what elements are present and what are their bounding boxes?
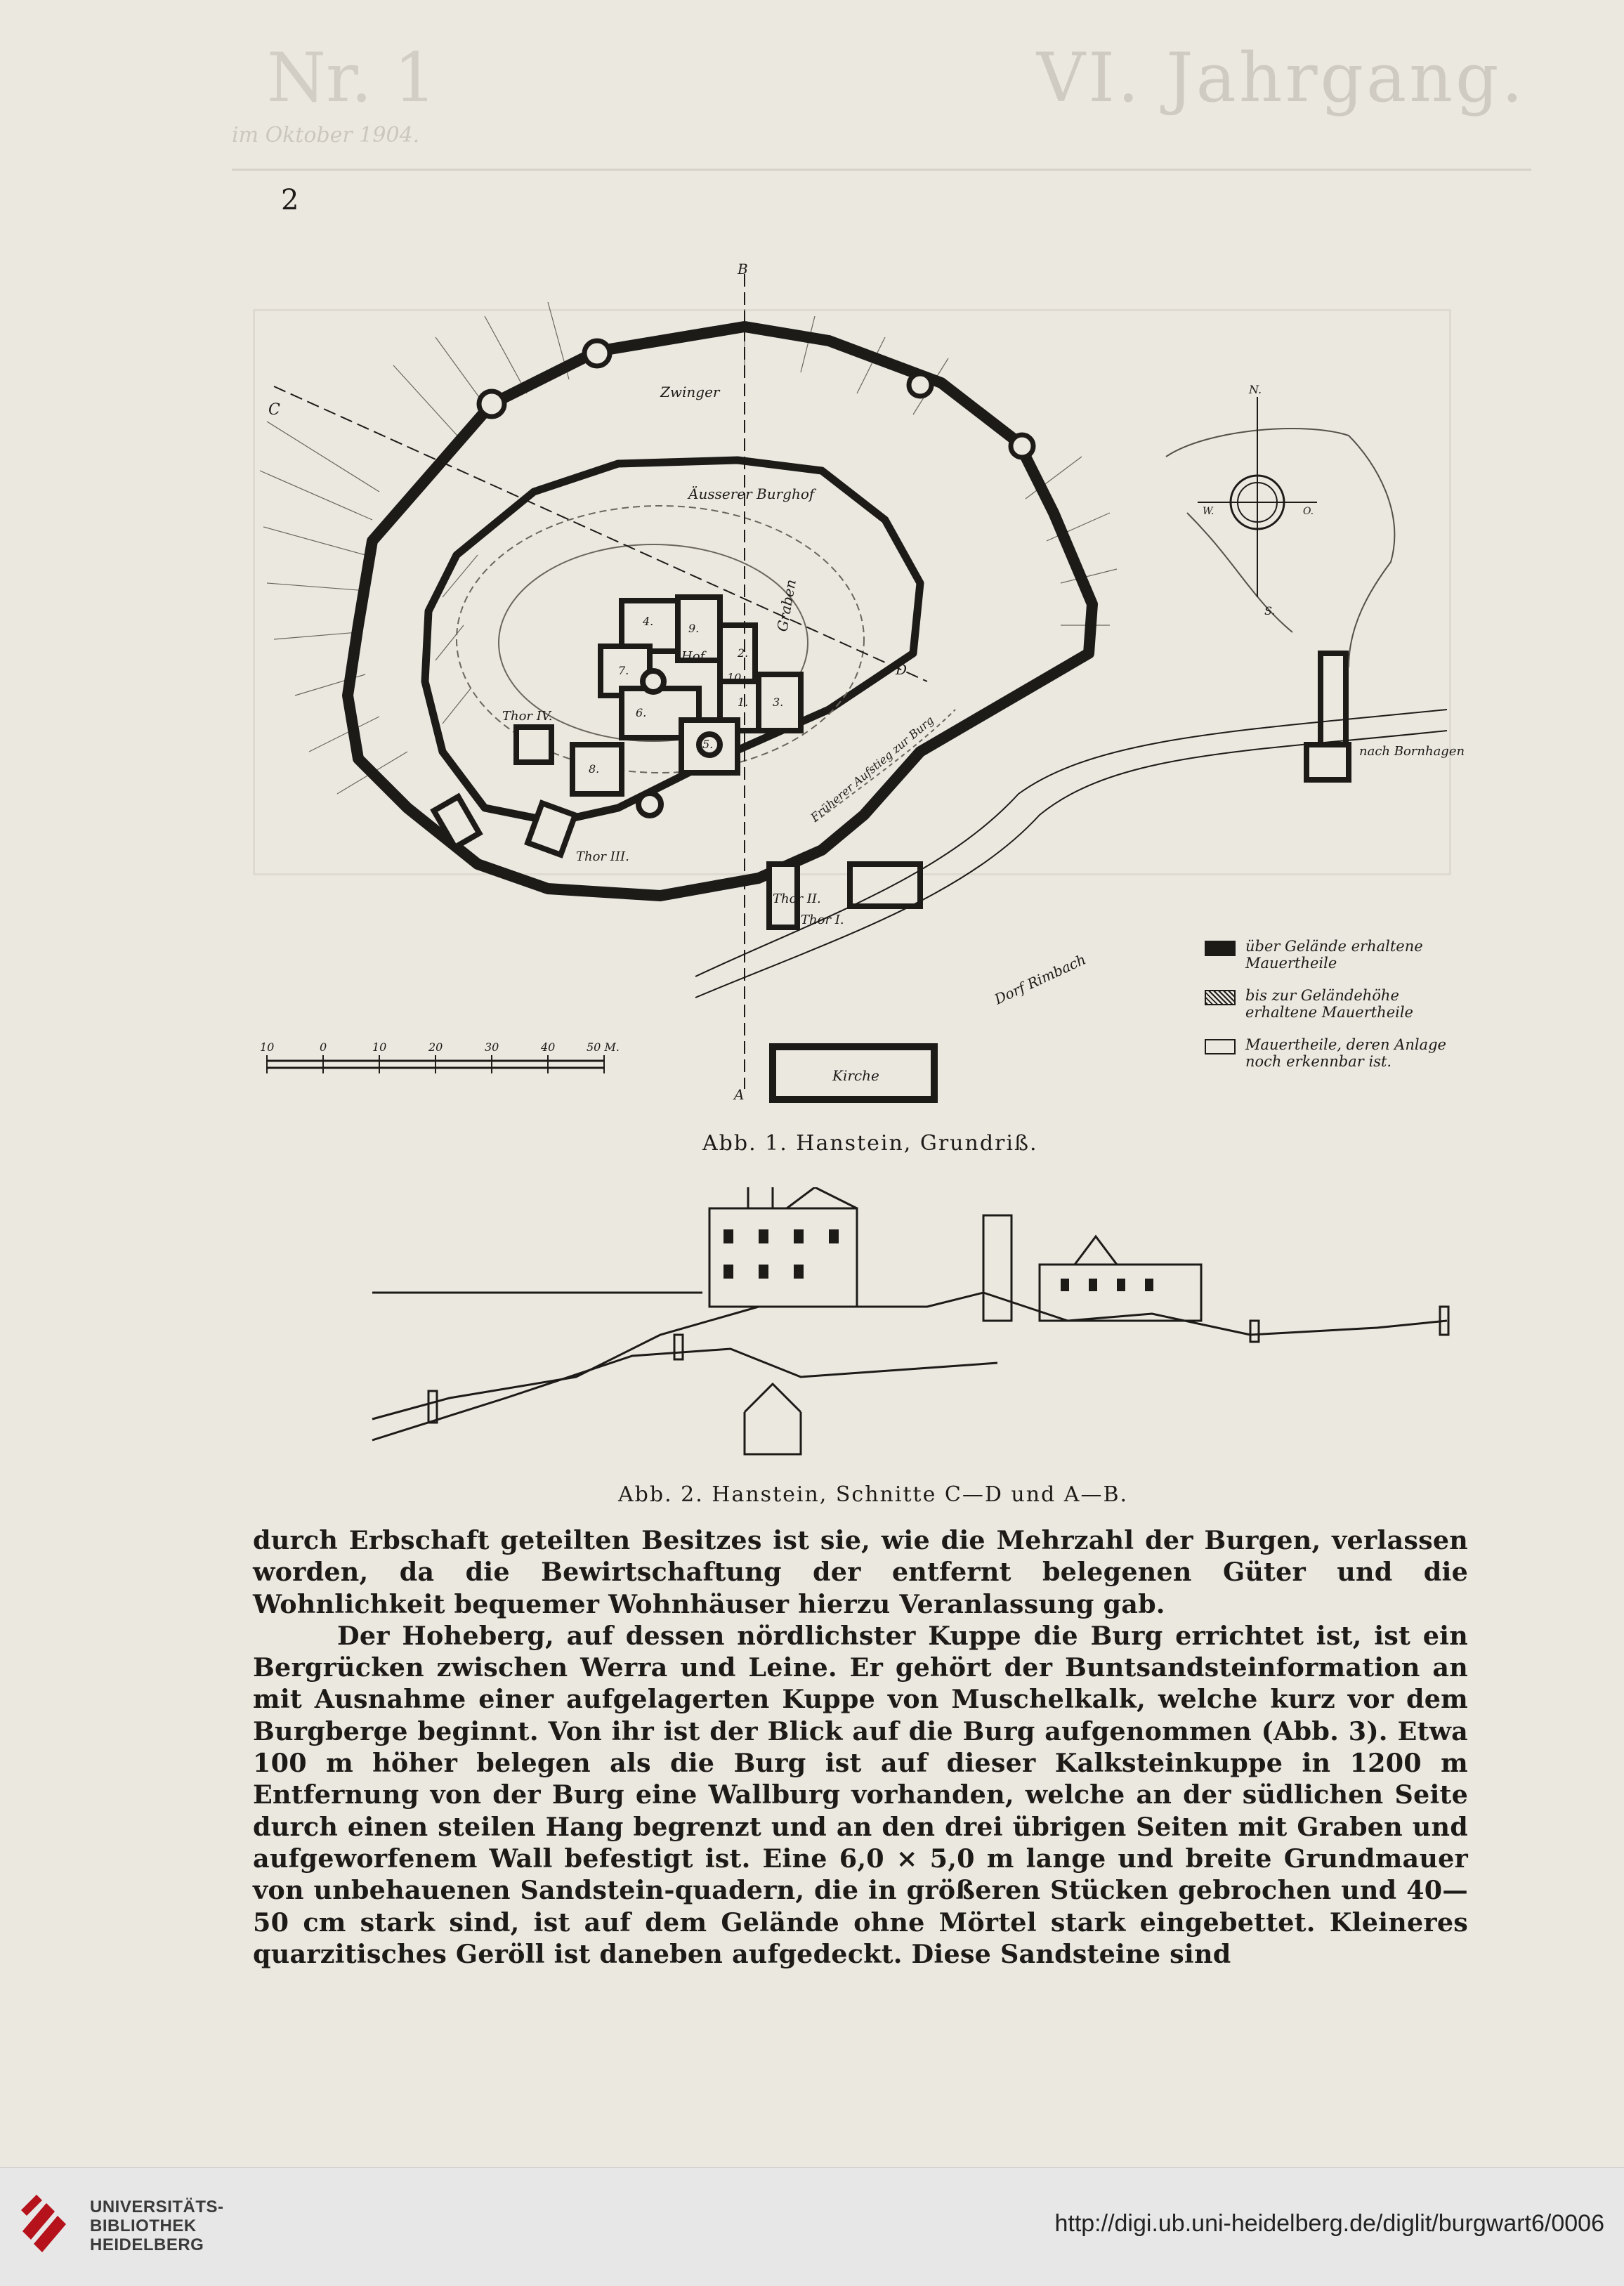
label-zwinger: Zwinger bbox=[660, 384, 720, 400]
legend-row-recognizable bbox=[1205, 1036, 1472, 1070]
body-paragraph-2: Der Hoheberg, auf dessen nördlichster Kuppe die Burg errichtet ist, ist ein Bergrücken zwischen Werra und Leine. Er gehört der Buntsandsteinformation an mit Ausnahme einer aufgelagerten Kuppe von Muschelkalk, welche kurz vor dem Burgberge beginnt. Von ihr ist der Blick auf die Burg aufgenommen (Abb. 3). Etwa 100 m höher belegen als die Burg ist auf dieser Kalksteinkuppe in 1200 m Entfernung von der Burg eine Wallburg vorhanden, welche an der südlichen Seite durch einen steilen Hang begrenzt und an den drei übrigen Seiten mit Graben und aufgeworfenem Wall befestigt ist. Eine 6,0 × 5,0 m lange und breite Grundmauer von unbehauenen Sandstein-quadern, die in größeren Stücken gebrochen und 40—50 cm stark sind, ist auf dem Gelände ohne Mörtel stark eingebettet. Kleineres quarzitisches Geröll ist daneben aufgedeckt. Diese Sandsteine sind bbox=[253, 1620, 1468, 1969]
label-room-6: 6. bbox=[636, 706, 647, 719]
label-compass-o: O. bbox=[1303, 506, 1314, 517]
legend-text-recognizable: Mauertheile, deren Anlage noch erkennbar ist. bbox=[1245, 1036, 1446, 1070]
label-tor-4: Thor IV. bbox=[502, 709, 553, 724]
label-room-8: 8. bbox=[589, 762, 600, 776]
scale-bar bbox=[267, 1055, 604, 1073]
label-mark-a: A bbox=[734, 1086, 745, 1103]
permalink-url[interactable]: http://digi.ub.uni-heidelberg.de/diglit/burgwart6/0006 bbox=[1054, 2210, 1604, 2237]
label-compass-n: N. bbox=[1249, 383, 1262, 396]
figure-2-caption: Abb. 2. Hanstein, Schnitte C—D und A—B. bbox=[618, 1482, 1129, 1507]
scale-label-6: 50 M. bbox=[587, 1040, 620, 1054]
legend-swatch-hatched bbox=[1205, 990, 1236, 1005]
viewer-footer bbox=[0, 2167, 1624, 2286]
label-tor-2: Thor II. bbox=[773, 891, 821, 906]
legend-swatch-empty bbox=[1205, 1039, 1236, 1054]
label-mark-d: D bbox=[896, 661, 908, 678]
label-compass-s: S. bbox=[1264, 604, 1276, 618]
legend-swatch-solid bbox=[1205, 941, 1236, 956]
compass-rose bbox=[1198, 397, 1317, 597]
section-ab-tower bbox=[983, 1215, 1011, 1321]
wall-towers bbox=[479, 341, 1033, 457]
label-room-10: 10. bbox=[727, 671, 745, 684]
label-room-3: 3. bbox=[773, 695, 784, 709]
core-buildings bbox=[516, 597, 801, 816]
library-name-line-1: UNIVERSITÄTS- bbox=[90, 2197, 224, 2216]
figure-1-caption: Abb. 1. Hanstein, Grundriß. bbox=[702, 1131, 1038, 1156]
label-room-7: 7. bbox=[618, 664, 629, 677]
label-room-4: 4. bbox=[643, 615, 654, 628]
label-mark-c: C bbox=[268, 401, 280, 419]
legend-row-ground-level bbox=[1205, 987, 1472, 1021]
legend-row-above-ground bbox=[1205, 938, 1472, 972]
label-tor-1: Thor I. bbox=[801, 913, 844, 927]
section-windows bbox=[723, 1229, 1153, 1291]
section-cd-pillar-2 bbox=[674, 1335, 683, 1359]
label-moat: Graben bbox=[773, 577, 799, 633]
scale-label-2: 10 bbox=[372, 1040, 387, 1054]
library-name-line-3: HEIDELBERG bbox=[90, 2235, 204, 2254]
library-logo-icon bbox=[15, 2189, 80, 2259]
section-ab-building bbox=[1040, 1265, 1201, 1321]
label-church: Kirche bbox=[832, 1067, 879, 1084]
label-to-bornhagen: nach Bornhagen bbox=[1359, 744, 1465, 759]
bleed-through-volume-title: VI. Jahrgang. bbox=[1036, 39, 1526, 117]
section-profiles-figure bbox=[365, 1187, 1461, 1468]
label-room-1: 1. bbox=[738, 695, 749, 709]
page-number: 2 bbox=[281, 184, 299, 216]
label-court: Hof bbox=[681, 649, 705, 664]
section-cd-pillar-1 bbox=[428, 1391, 437, 1423]
body-paragraph-1: durch Erbschaft geteilten Besitzes ist sie, wie die Mehrzahl der Burgen, verlassen worden, da die Bewirtschaftung der entfernt belegenen Güter und die Wohnlichkeit bequemer Wohnhäuser hierzu Veranlassung gab. bbox=[253, 1525, 1468, 1619]
legend-text-ground-level: bis zur Geländehöhe erhaltene Mauertheile bbox=[1245, 987, 1413, 1021]
plan-legend bbox=[1205, 938, 1472, 1085]
label-room-9: 9. bbox=[688, 622, 700, 635]
scale-label-4: 30 bbox=[485, 1040, 499, 1054]
library-name bbox=[90, 2197, 224, 2254]
label-tor-3: Thor III. bbox=[576, 849, 629, 864]
bleed-through-issue-number: Nr. 1 bbox=[267, 39, 437, 117]
section-ab-pillar-1 bbox=[1250, 1321, 1259, 1342]
bleed-through-rule bbox=[232, 169, 1531, 171]
section-ab-gable bbox=[1075, 1236, 1117, 1265]
scale-label-1: 0 bbox=[320, 1040, 327, 1054]
scale-label-0: 10 bbox=[260, 1040, 275, 1054]
library-name-line-2: BIBLIOTHEK bbox=[90, 2216, 197, 2235]
label-village-road: Dorf Rimbach bbox=[991, 951, 1089, 1008]
bleed-through-date: im Oktober 1904. bbox=[232, 123, 420, 148]
section-church-profile bbox=[745, 1384, 801, 1454]
section-cd-gable bbox=[748, 1187, 857, 1208]
section-cd-building bbox=[709, 1208, 857, 1307]
label-room-2: 2. bbox=[738, 646, 749, 660]
label-compass-w: W. bbox=[1203, 506, 1214, 517]
section-cd-ground bbox=[372, 1293, 1447, 1419]
label-old-ascent: Früherer Aufstieg zur Burg bbox=[808, 713, 936, 825]
scale-label-5: 40 bbox=[541, 1040, 556, 1054]
label-outer-court: Äusserer Burghof bbox=[688, 485, 815, 502]
label-room-5: 5. bbox=[702, 738, 714, 751]
cliff-outline bbox=[1166, 429, 1394, 667]
label-mark-b: B bbox=[738, 261, 748, 277]
legend-text-above-ground: über Gelände erhaltene Mauertheile bbox=[1245, 938, 1423, 972]
scale-label-3: 20 bbox=[428, 1040, 443, 1054]
article-body bbox=[253, 1524, 1468, 1970]
